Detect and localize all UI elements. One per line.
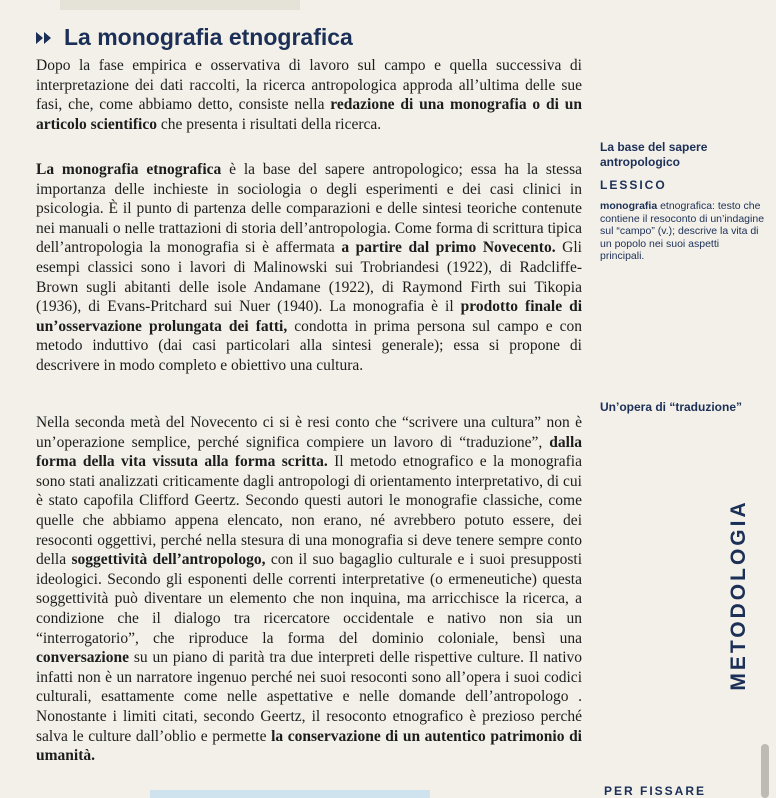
scrollbar-thumb[interactable] — [761, 744, 769, 798]
paragraph-monografia — [36, 160, 582, 376]
metodologia-label: METODOLOGIA — [727, 499, 750, 691]
intro-bold-1: redazione di una monografia o di un articolo scientifico — [36, 96, 582, 133]
para1-bold-1: La monografia etnografica — [36, 161, 222, 178]
para1-text-3: condotta in prima persona sul campo e con metodo induttivo (dai casi particolari alla sintesi generale); essa si propone di descrivere in modo completo e obiettivo una cultura. — [36, 317, 582, 374]
para1-text-1: è la base del sapere antropologico; essa ha la stessa importanza delle inchieste in sociologia o degli esperimenti e dei casi clinici in psicologia. È il punto di partenza delle comparazioni e delle sintesi teoriche contenute nei manuali o nelle trattazioni di storia dell’antropologia. Come forma di scrittura tipica dell’antropologia la monografia si è affermata — [36, 161, 583, 257]
paragraph-traduzione — [36, 413, 582, 766]
para2-text-3: con il suo bagaglio culturale e i suoi presupposti ideologici. Secondo gli esponenti delle correnti interpretative (o ermeneutiche) questa soggettività può diventare un elemento che non inquina, ma arricchisce la ricerca, a condizione che il dialogo tra ricercatore occidentale e nativo non sia un “interrogatorio”, che riproduce la forma del dominio coloniale, bensì una — [36, 551, 583, 647]
para2-bold-4: la conservazione di un autentico patrimonio di umanità. — [36, 727, 582, 765]
para1-bold-3: prodotto finale di un’osservazione prolungata dei fatti, — [36, 298, 582, 335]
bottom-color-bar — [150, 790, 430, 798]
intro-text-1: Dopo la fase empirica e osservativa di lavoro sul campo e quella successiva di interpretazione dei dati raccolti, la ricerca antropologica approda all’ultima delle sue fasi, che, come abbiamo detto, consiste nella — [36, 57, 582, 114]
glossary-term: monografia — [600, 200, 658, 212]
lessico-label: LESSICO — [600, 178, 667, 192]
glossary-definition: etnografica: testo che contiene il resoconto di un’indagine sul “campo” (v.); descrive la vita di un popolo nei suoi aspetti principali. — [600, 200, 765, 263]
margin-note-base: La base del sapere antropologico — [600, 140, 708, 169]
section-title: La monografia etnografica — [64, 24, 353, 50]
para2-text-1: Nella seconda metà del Novecento ci si è resi conto che “scrivere una cultura” non è un’operazione semplice, perché significa compiere un lavoro di “traduzione”, — [36, 414, 582, 451]
metodologia-side-tab — [724, 499, 754, 691]
para2-bold-3: conversazione — [36, 649, 129, 667]
top-decorative-strip — [60, 0, 300, 10]
intro-paragraph — [36, 56, 582, 134]
per-fissare-heading: PER FISSARE — [604, 784, 707, 798]
double-arrow-icon — [36, 30, 56, 46]
intro-text-2: che presenta i risultati della ricerca. — [156, 115, 382, 133]
para2-text-2: Il metodo etnografico e la monografia sono stati analizzati criticamente dagli antropologi di orientamento interpretativo, di cui è stato capofila Clifford Geertz. Secondo questi autori le monografie classiche, come quelle che abbiamo appena elencato, non erano, né avrebbero potuto essere, dei resoconti oggettivi, perché nella stesura di una monografia si deve tenere sempre conto della — [36, 453, 582, 569]
para2-bold-2: soggettività dell’antropologo, — [71, 551, 266, 569]
glossary-entry — [600, 200, 765, 263]
para1-bold-2: a partire dal primo Novecento. — [341, 239, 556, 257]
para2-text-4: su un piano di parità tra due interpreti delle rispettive culture. Il nativo infatti non è un narratore ingenuo perché nei suoi resoconti sono all’opera i suoi codici culturali, esattamente come nelle aspettative e nelle domande dell’antropologo . Nonostante i limiti citati, secondo Geertz, il resoconto etnografico è prezioso perché salva le culture dall’oblio e permette — [36, 649, 582, 745]
para2-bold-1: dalla forma della vita vissuta alla forma scritta. — [36, 433, 582, 471]
section-heading — [36, 24, 353, 51]
para1-text-2: Gli esempi classici sono i lavori di Malinowski sui Trobriandesi (1922), di Radcliffe-Brown sugli abitanti delle isole Andamane (1922), di Raymond Firth sui Tikopia (1936), di Evans-Pritchard sui Nuer (1940). La monografia è il — [36, 239, 582, 316]
margin-note-opera: Un’opera di “traduzione” — [600, 400, 743, 414]
